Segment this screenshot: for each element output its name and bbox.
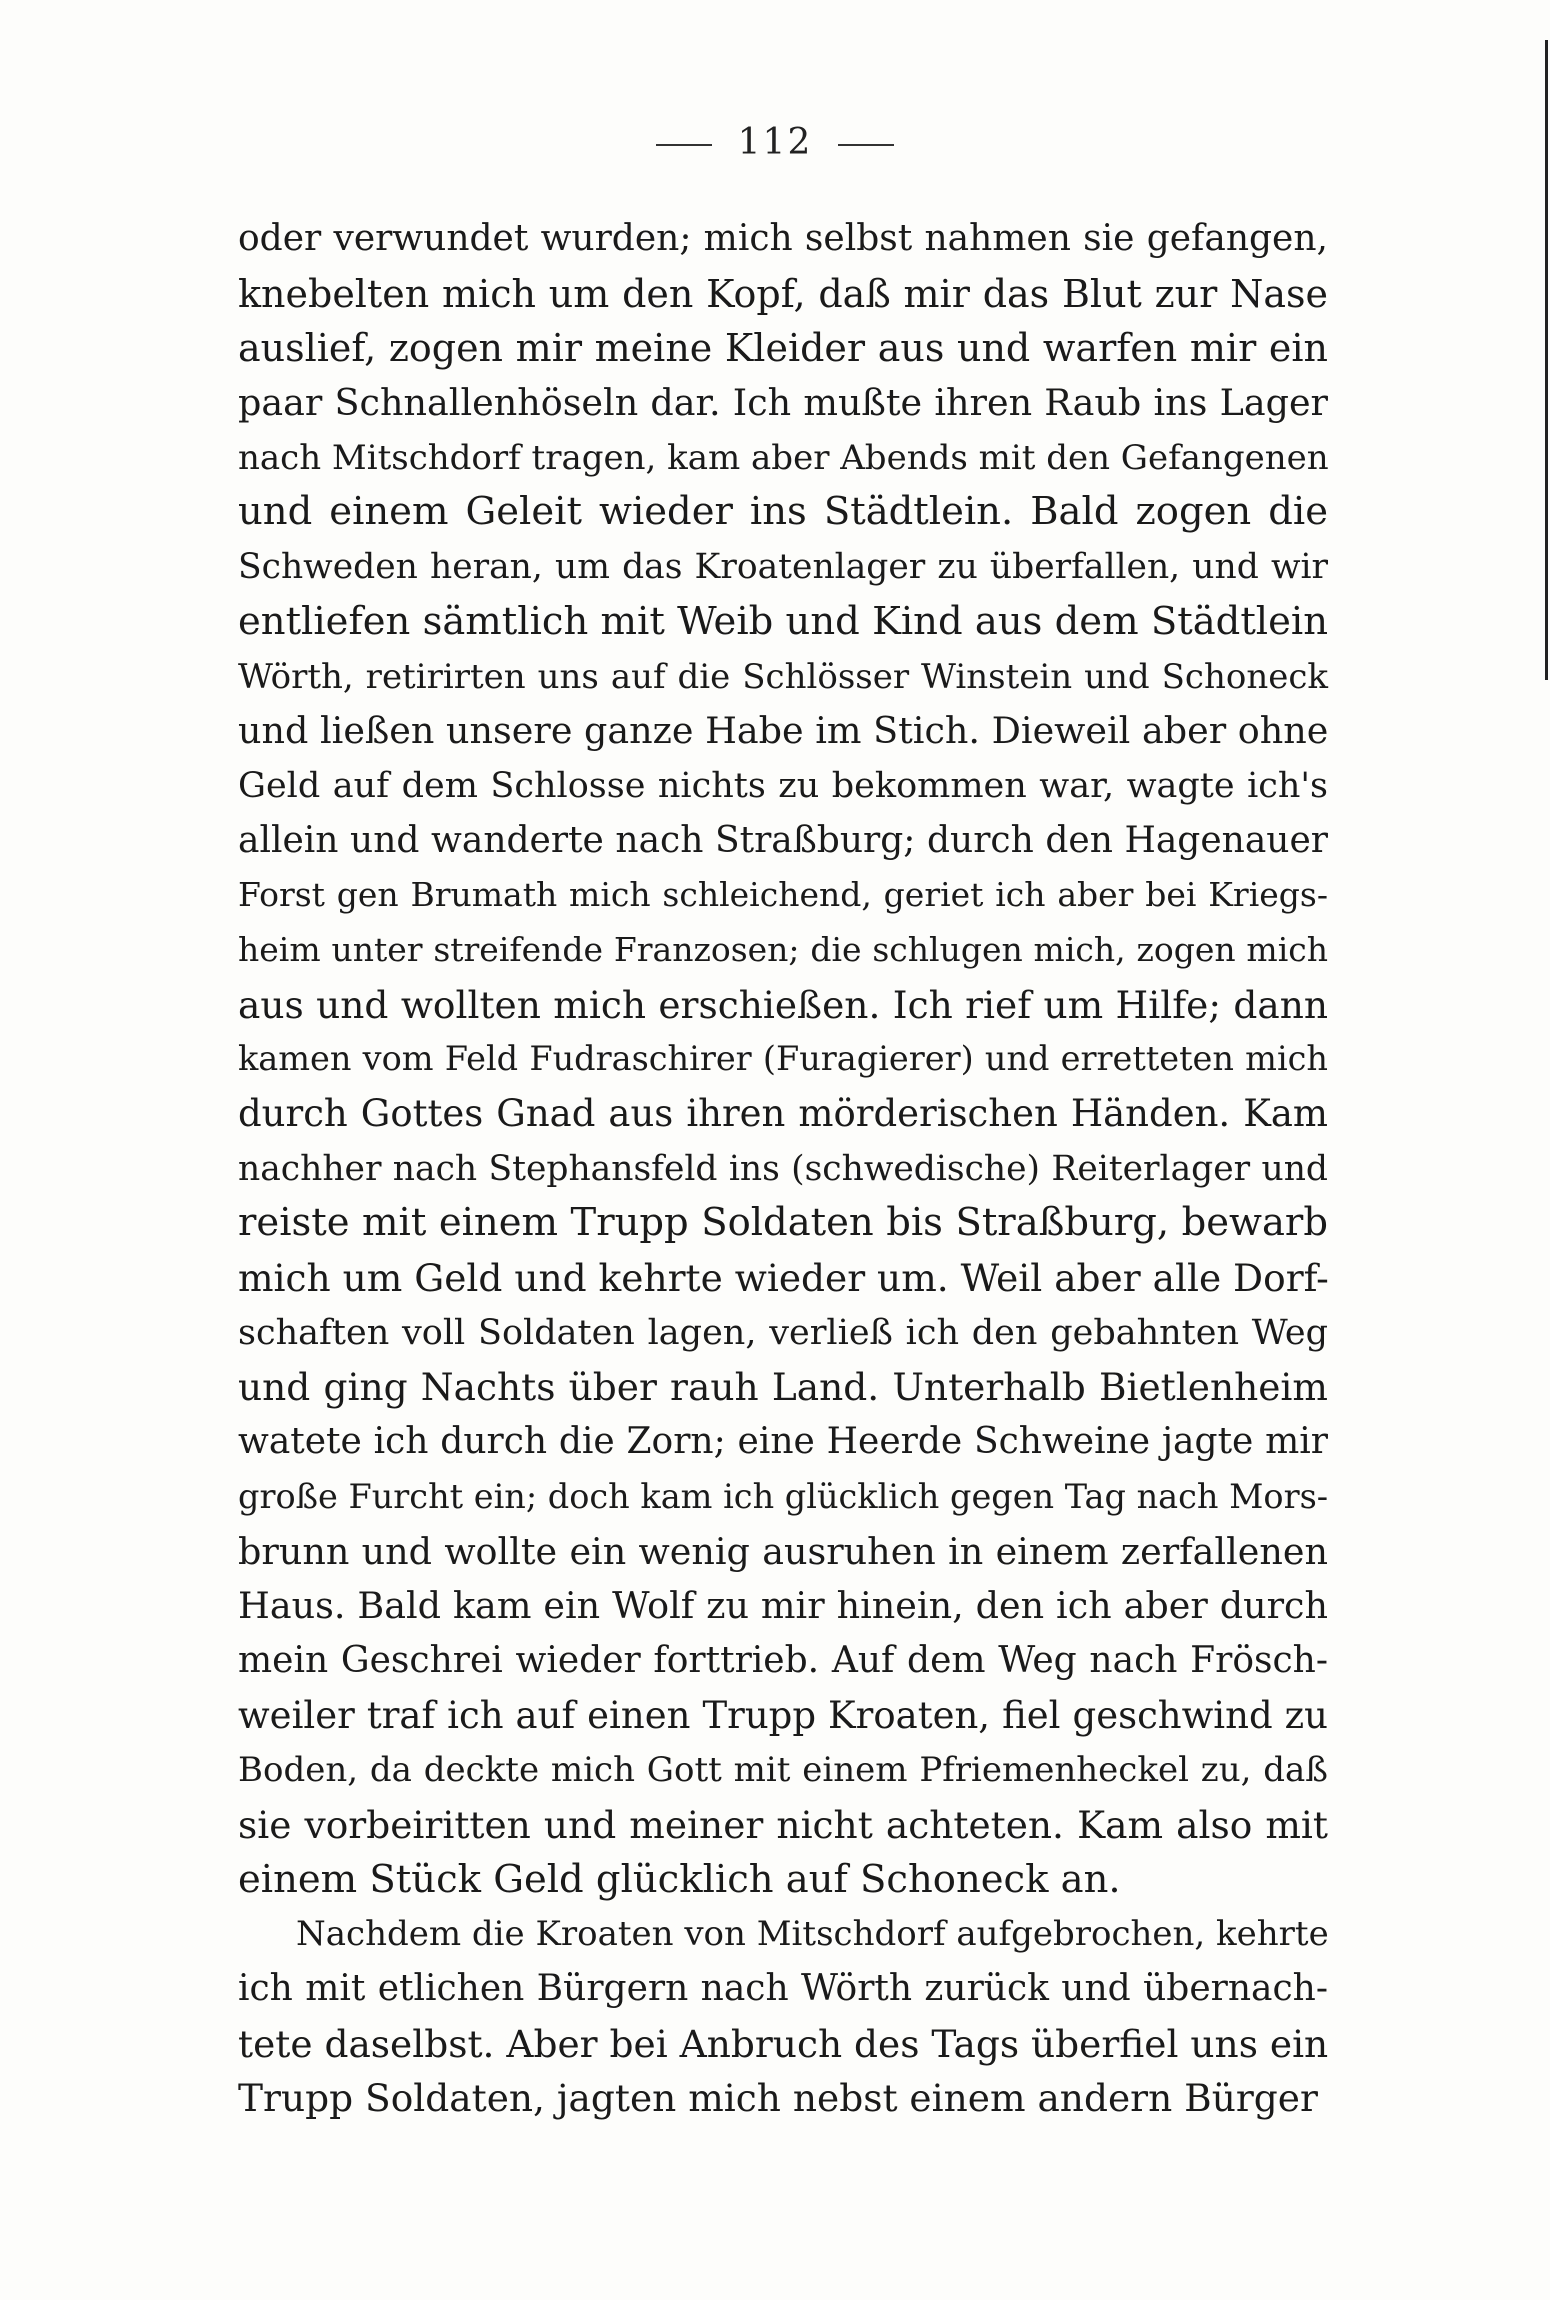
paragraph <box>238 212 1328 1907</box>
text-line: knebelten mich um den Kopf, daß mir das Blut zur Nase <box>238 271 1328 316</box>
text-line: Haus. Bald kam ein Wolf zu mir hinein, den ich aber durch <box>238 1584 1328 1628</box>
header-dash-left <box>656 144 712 146</box>
text-line: reiste mit einem Trupp Soldaten bis Straßburg, bewarb <box>238 1200 1328 1246</box>
text-line: einem Stück Geld glücklich auf Schoneck an. <box>238 1856 1121 1902</box>
text-line: und einem Geleit wieder ins Städtlein. Bald zogen die <box>238 489 1328 535</box>
text-line: schaften voll Soldaten lagen, verließ ich den gebahnten Weg <box>238 1312 1328 1353</box>
text-line: weiler traf ich auf einen Trupp Kroaten, fiel geschwind zu <box>238 1693 1328 1737</box>
text-line: aus und wollten mich erschießen. Ich rief um Hilfe; dann <box>238 982 1328 1027</box>
page-header <box>0 122 1550 163</box>
text-line: nachher nach Stephansfeld ins (schwedische) Reiterlager und <box>238 1148 1328 1189</box>
text-line: und ging Nachts über rauh Land. Unterhalb Bietlenheim <box>238 1365 1328 1410</box>
text-line: durch Gottes Gnad aus ihren mörderischen Händen. Kam <box>238 1092 1328 1135</box>
text-line: heim unter streifende Franzosen; die schlugen mich, zogen mich <box>238 929 1328 969</box>
text-line: Nachdem die Kroaten von Mitschdorf aufgebrochen, kehrte <box>296 1914 1329 1955</box>
paragraph <box>238 1907 1328 2126</box>
text-line: auslief, zogen mir meine Kleider aus und warfen mir ein <box>238 326 1328 371</box>
header-dash-right <box>838 144 894 146</box>
text-line: nach Mitschdorf tragen, kam aber Abends mit den Gefangenen <box>238 437 1329 478</box>
text-line: paar Schnallenhöseln dar. Ich mußte ihren Raub ins Lager <box>238 381 1328 425</box>
text-line: allein und wanderte nach Straßburg; durch den Hagenauer <box>238 819 1328 861</box>
text-line: oder verwundet wurden; mich selbst nahmen sie gefangen, <box>238 218 1328 259</box>
body-text <box>238 212 1328 2126</box>
text-line: Boden, da deckte mich Gott mit einem Pfriemenheckel zu, daß <box>238 1750 1328 1791</box>
text-line: Forst gen Brumath mich schleichend, geriet ich aber bei Kriegs- <box>238 875 1328 915</box>
text-line: Schweden heran, um das Kroatenlager zu überfallen, und wir <box>238 547 1328 588</box>
text-line: und ließen unsere ganze Habe im Stich. Dieweil aber ohne <box>238 709 1329 753</box>
text-line: Geld auf dem Schlosse nichts zu bekommen war, wagte ich's <box>238 765 1328 806</box>
text-line: kamen vom Feld Fudraschirer (Furagierer) und erretteten mich <box>238 1039 1328 1079</box>
text-line: brunn und wollte ein wenig ausruhen in einem zerfallenen <box>238 1529 1328 1573</box>
text-line: Wörth, retirirten uns auf die Schlösser Winstein und Schoneck <box>238 656 1328 697</box>
text-line: Trupp Soldaten, jagten mich nebst einem andern Bürger <box>238 2076 1318 2121</box>
page-number: 112 <box>737 122 813 163</box>
text-line: entliefen sämtlich mit Weib und Kind aus dem Städtlein <box>238 598 1328 644</box>
text-line: watete ich durch die Zorn; eine Heerde Schweine jagte mir <box>238 1421 1328 1463</box>
text-line: sie vorbeiritten und meiner nicht achteten. Kam also mit <box>238 1802 1328 1847</box>
text-line: ich mit etlichen Bürgern nach Wörth zurück und übernach- <box>238 1968 1328 2009</box>
text-line: mein Geschrei wieder forttrieb. Auf dem Weg nach Frösch- <box>238 1639 1328 1681</box>
text-line: mich um Geld und kehrte wieder um. Weil aber alle Dorf- <box>238 1256 1329 1301</box>
text-line: große Furcht ein; doch kam ich glücklich gegen Tag nach Mors- <box>238 1476 1329 1516</box>
text-line: tete daselbst. Aber bei Anbruch des Tags überfiel uns ein <box>238 2021 1329 2066</box>
